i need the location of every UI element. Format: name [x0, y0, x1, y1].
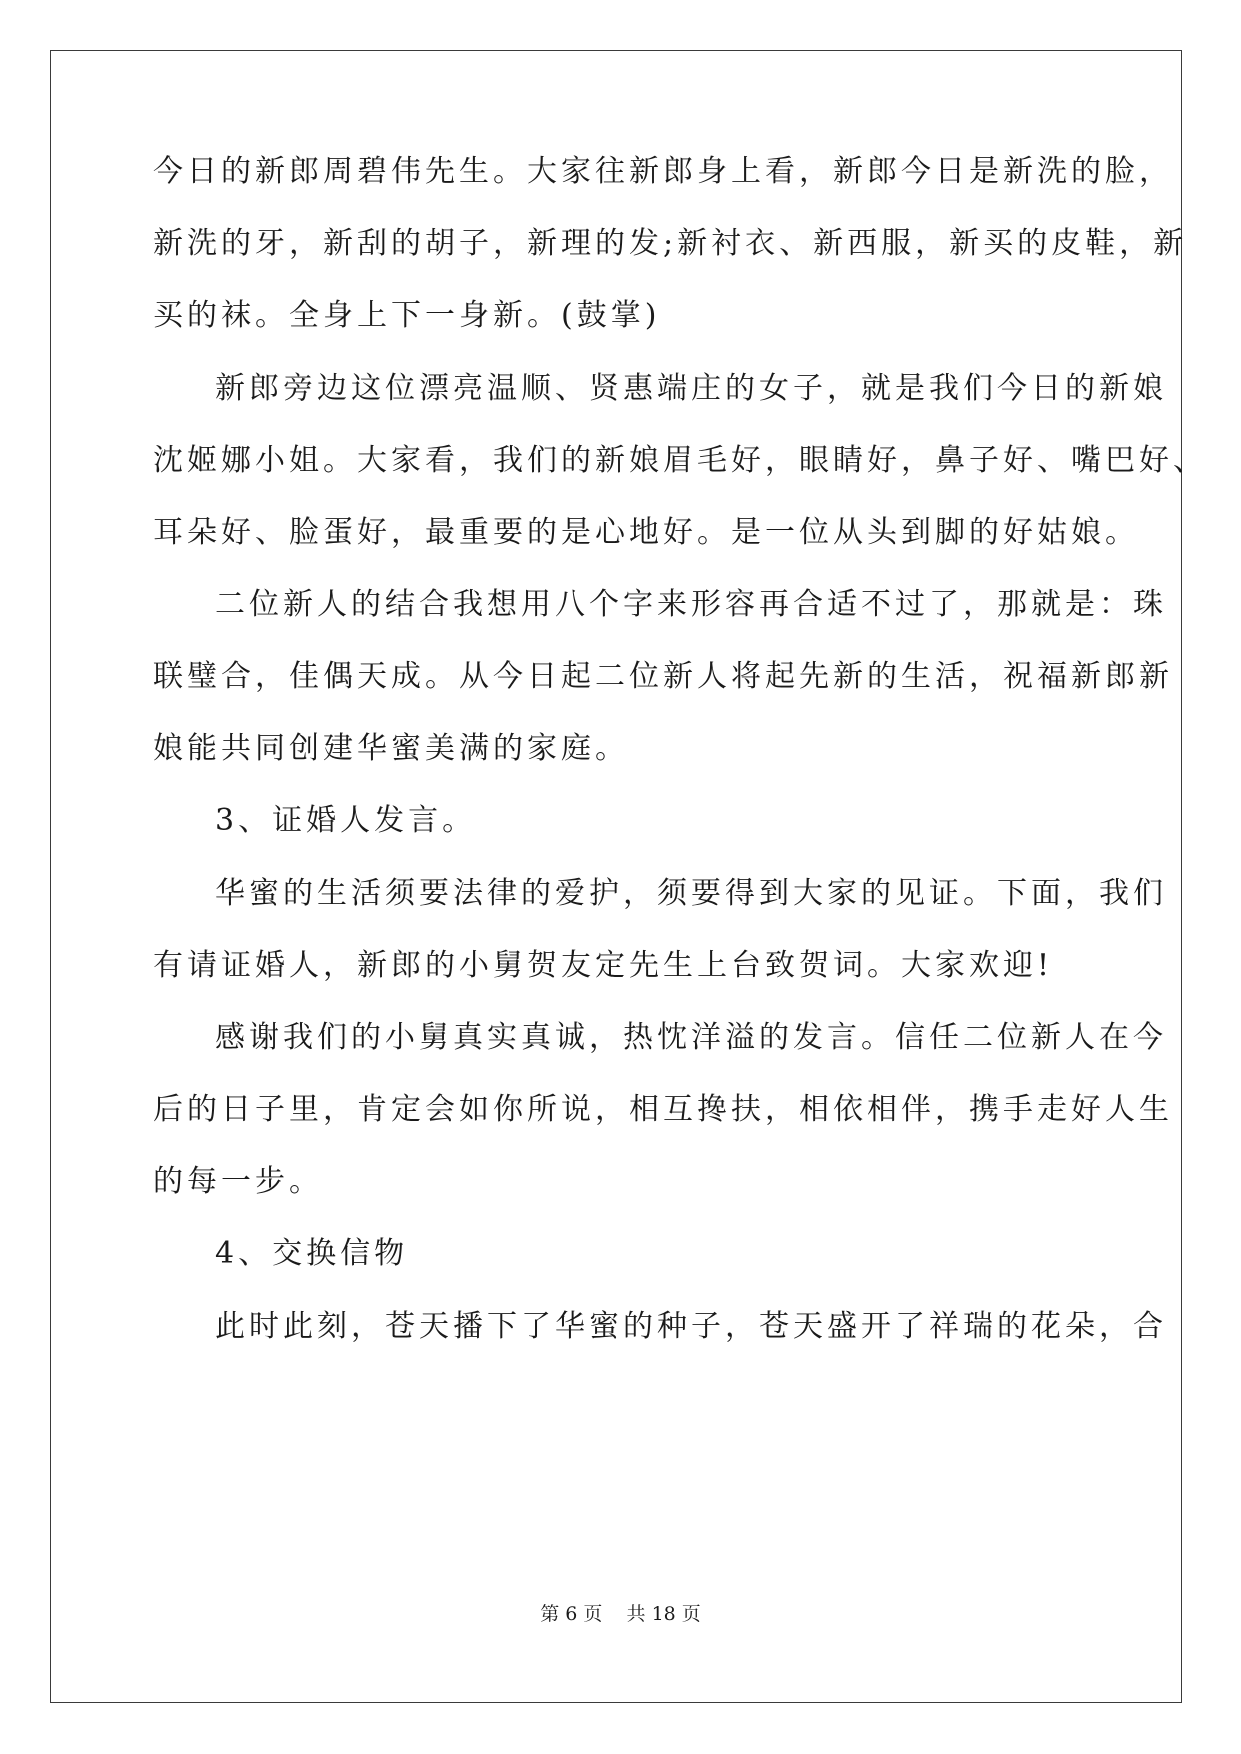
text-line: 今日的新郎周碧伟先生。大家往新郎身上看，新郎今日是新洗的脸，	[153, 154, 1173, 189]
text-line: 耳朵好、脸蛋好，最重要的是心地好。是一位从头到脚的好姑娘。	[153, 515, 1139, 550]
section-heading: 4、交换信物	[215, 1236, 409, 1271]
text-line: 此时此刻，苍天播下了华蜜的种子，苍天盛开了祥瑞的花朵，合	[215, 1309, 1167, 1344]
text-line: 二位新人的结合我想用八个字来形容再合适不过了，那就是：珠	[215, 587, 1167, 622]
text-line: 娘能共同创建华蜜美满的家庭。	[153, 731, 629, 766]
text-line: 买的袜。全身上下一身新。(鼓掌)	[153, 298, 661, 333]
section-heading: 3、证婚人发言。	[215, 803, 477, 838]
text-line: 的每一步。	[153, 1164, 323, 1199]
text-line: 新郎旁边这位漂亮温顺、贤惠端庄的女子，就是我们今日的新娘	[215, 371, 1167, 406]
page-number: 第 6 页 共 18 页	[540, 1603, 701, 1625]
text-line: 后的日子里，肯定会如你所说，相互搀扶，相依相伴，携手走好人生	[153, 1092, 1173, 1127]
text-line: 新洗的牙，新刮的胡子，新理的发;新衬衣、新西服，新买的皮鞋，新	[153, 226, 1188, 261]
text-line: 联璧合，佳偶天成。从今日起二位新人将起先新的生活，祝福新郎新	[153, 659, 1173, 694]
text-line: 有请证婚人，新郎的小舅贺友定先生上台致贺词。大家欢迎!	[153, 948, 1054, 983]
text-line: 华蜜的生活须要法律的爱护，须要得到大家的见证。下面，我们	[215, 876, 1167, 911]
text-line: 感谢我们的小舅真实真诚，热忱洋溢的发言。信任二位新人在今	[215, 1020, 1167, 1055]
text-line: 沈姬娜小姐。大家看，我们的新娘眉毛好，眼睛好，鼻子好、嘴巴好、	[153, 443, 1207, 478]
